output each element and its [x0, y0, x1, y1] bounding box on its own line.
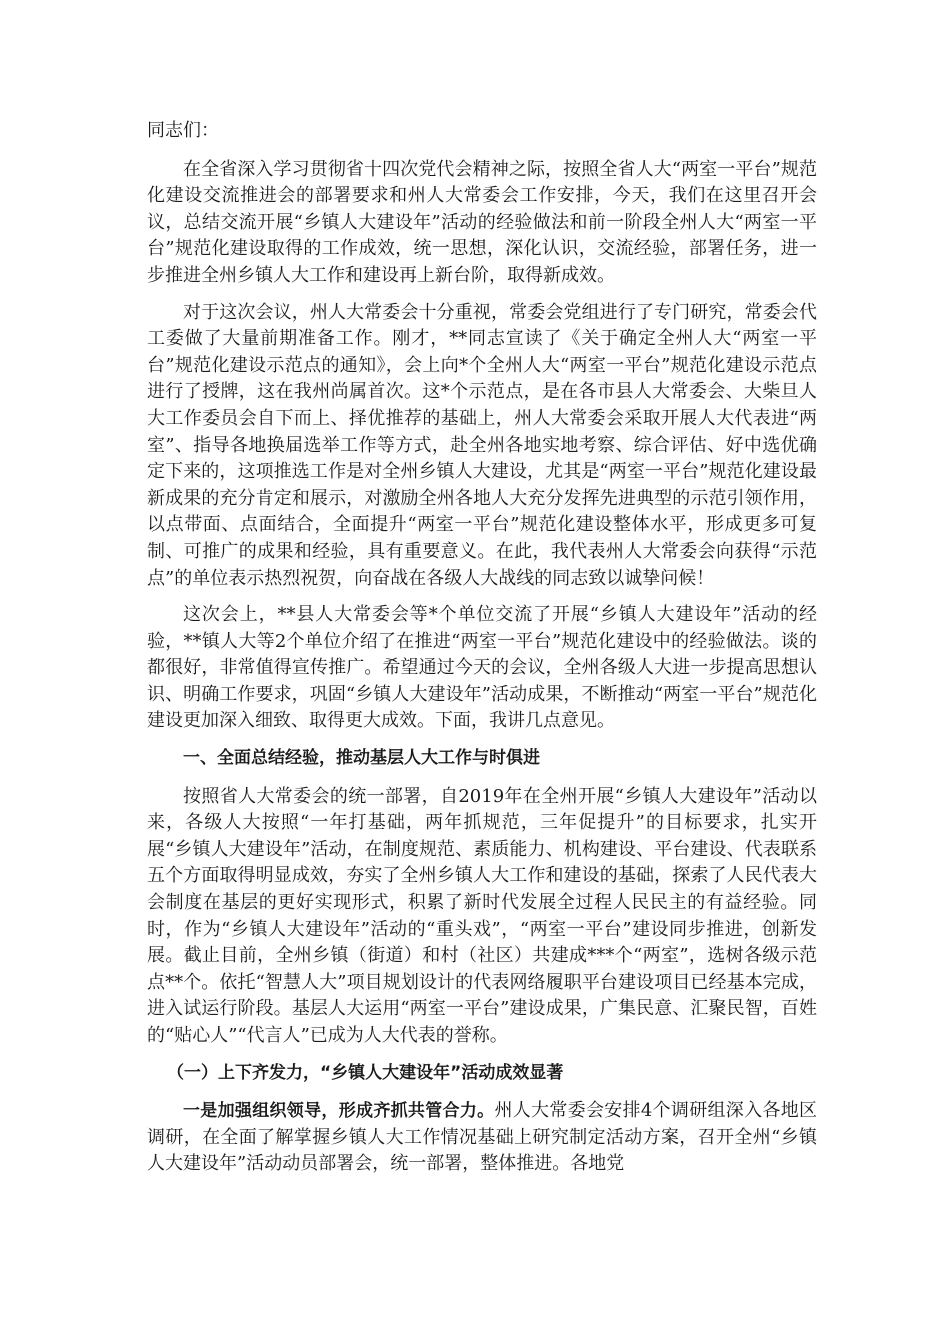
- paragraph-intro: 在全省深入学习贯彻省十四次党代会精神之际，按照全省人大“两室一平台”规范化建设交流推进会的部署要求和州人大常委会工作安排，今天，我们在这里召开会议，总结交流开展“乡镇人大建设年”活动的经验做法和前一阶段全州人大“两室一平台”规范化建设取得的工作成效，统一思想，深化认识，交流经验，部署任务，进一步推进全州乡镇人大工作和建设再上新台阶，取得新成效。: [147, 158, 817, 286]
- paragraph-exchange: 这次会上，**县人大常委会等*个单位交流了开展“乡镇人大建设年”活动的经验，**镇人大等2个单位介绍了在推进“两室一平台”规范化建设中的经验做法。谈的都很好，非常值得宣传推广。希望通过今天的会议，全州各级人大进一步提高思想认识、明确工作要求，巩固“乡镇人大建设年”活动成果，不断推动“两室一平台”规范化建设更加深入细致、取得更大成效。下面，我讲几点意见。: [147, 604, 817, 732]
- paragraph-subsection-1: [147, 1098, 817, 1178]
- section-heading-1: 一、全面总结经验，推动基层人大工作与时俱进: [183, 748, 540, 769]
- subsection-lead: 一是加强组织领导，形成齐抓共管合力。: [183, 1101, 495, 1122]
- paragraph-meeting: 对于这次会议，州人大常委会十分重视，常委会党组进行了专门研究，常委会代工委做了大量前期准备工作。刚才，**同志宣读了《关于确定全州人大“两室一平台”规范化建设示范点的通知》，会上向*个全州人大“两室一平台”规范化建设示范点进行了授牌，这在我州尚属首次。这*个示范点，是在各市县人大常委会、大柴旦人大工作委员会自下而上、择优推荐的基础上，州人大常委会采取开展人大代表进“两室”、指导各地换届选举工作等方式，赴全州各地实地考察、综合评估、好中选优确定下来的，这项推选工作是对全州乡镇人大建设，尤其是“两室一平台”规范化建设最新成果的充分肯定和展示，对激励全州各地人大充分发挥先进典型的示范引领作用，以点带面、点面结合，全面提升“两室一平台”规范化建设整体水平，形成更多可复制、可推广的成果和经验，具有重要意义。在此，我代表州人大常委会向获得“示范点”的单位表示热烈祝贺，向奋战在各级人大战线的同志致以诚挚问候！: [147, 301, 817, 589]
- document-body: [147, 118, 817, 1188]
- subsection-text: 州人大常委会安排4个调研组深入各地区调研，在全面了解掌握乡镇人大工作情况基础上研究制定活动方案，召开全州“乡镇人大建设年”活动动员部署会，统一部署，整体推进。各地党: [147, 1100, 818, 1175]
- subsection-heading-1: （一）上下齐发力，“乡镇人大建设年”活动成效显著: [167, 1062, 564, 1083]
- salutation: 同志们：: [147, 120, 219, 141]
- paragraph-section-1: 按照省人大常委会的统一部署，自2019年在全州开展“乡镇人大建设年”活动以来，各级人大按照“一年打基础，两年抓规范，三年促提升”的目标要求，扎实开展“乡镇人大建设年”活动，在制度规范、素质能力、机构建设、平台建设、代表联系五个方面取得明显成效，夯实了全州乡镇人大工作和建设的基础，探索了人民代表大会制度在基层的更好实现形式，积累了新时代发展全过程人民民主的有益经验。同时，作为“乡镇人大建设年”活动的“重头戏”，“两室一平台”建设同步推进，创新发展。截止目前，全州乡镇（街道）和村（社区）共建成***个“两室”，选树各级示范点**个。依托“智慧人大”项目规划设计的代表网络履职平台建设项目已经基本完成，进入试运行阶段。基层人大运用“两室一平台”建设成果，广集民意、汇聚民智，百姓的“贴心人”“代言人”已成为人大代表的誉称。: [147, 785, 817, 1046]
